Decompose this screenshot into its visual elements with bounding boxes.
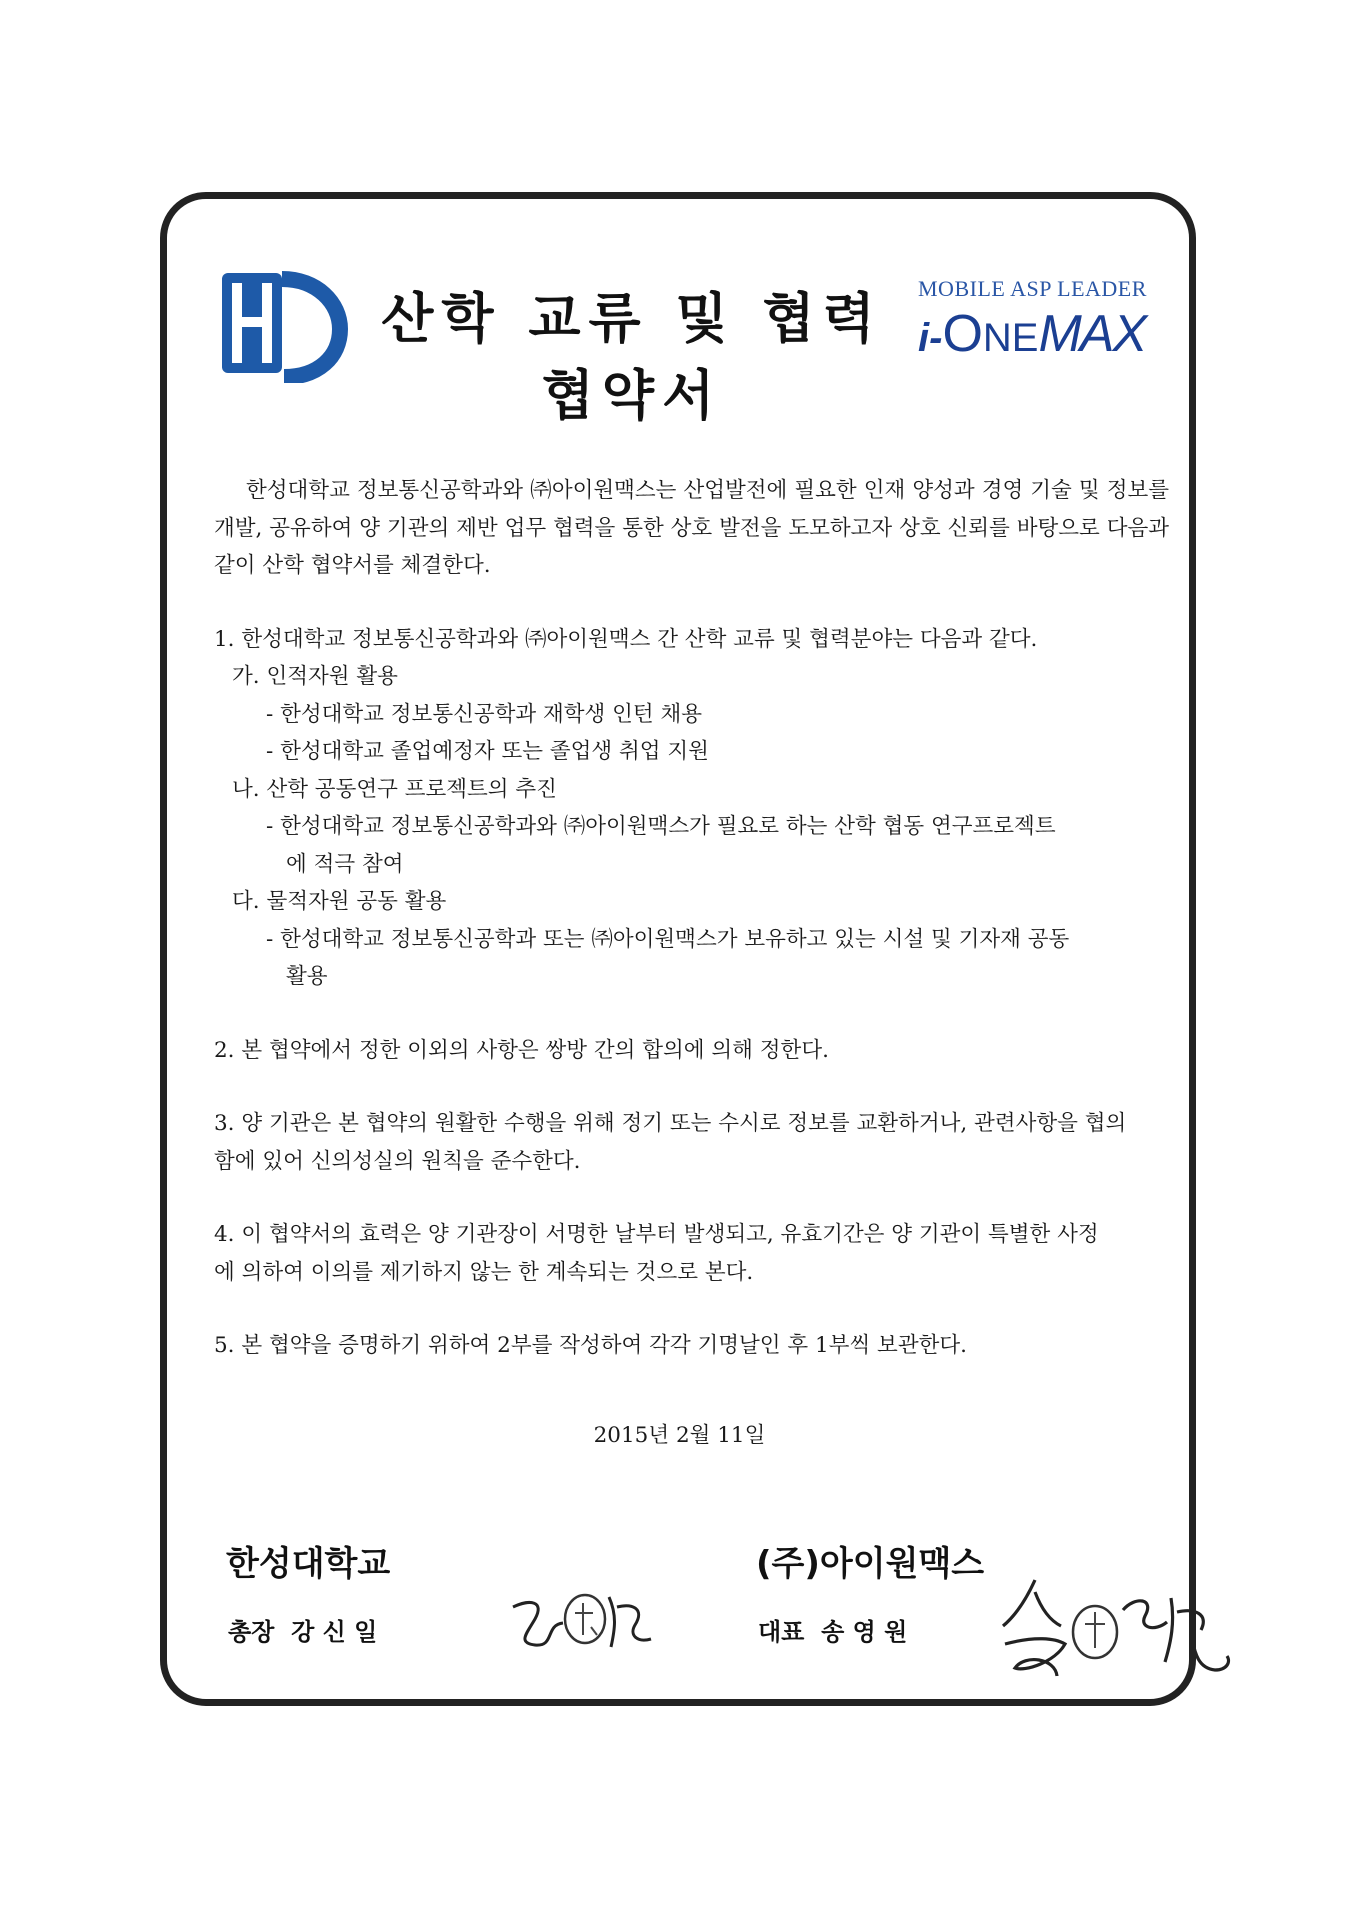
article-1-da-label: 다. 물적자원 공동 활용	[232, 889, 447, 914]
article-5: 5. 본 협약을 증명하기 위하여 2부를 작성하여 각각 기명날인 후 1부씩 보관한다.	[214, 1333, 967, 1358]
party-left-signer: 총장 강 신 일	[228, 1618, 378, 1646]
article-4-line-2: 에 의하여 이의를 제기하지 않는 한 계속되는 것으로 본다.	[214, 1259, 754, 1285]
party-left-signature	[505, 1585, 655, 1660]
article-3-line-1: 3. 양 기관은 본 협약의 원활한 수행을 위해 정기 또는 수시로 정보를 교환하거나, 관련사항을 협의	[214, 1111, 1127, 1136]
article-1-ga-item-2: - 한성대학교 졸업예정자 또는 졸업생 취업 지원	[266, 739, 709, 764]
article-3-line-2: 함에 있어 신의성실의 원칙을 준수한다.	[214, 1148, 581, 1174]
party-right-signer: 대표 송 영 원	[758, 1618, 908, 1646]
logo-brand: i-ONEMAX	[918, 305, 1146, 363]
agreement-date: 2015년 2월 11일	[593, 1423, 766, 1448]
document-title: 산학 교류 및 협력 협약서	[381, 287, 883, 427]
article-1-ga-item-1: - 한성대학교 정보통신공학과 재학생 인턴 채용	[266, 701, 703, 727]
article-1-heading: 1. 한성대학교 정보통신공학과와 ㈜아이원맥스 간 산학 교류 및 협력분야는 다음과 같다.	[214, 626, 1038, 652]
ionemax-logo	[918, 276, 1158, 376]
article-1-na-item-1-cont: 에 적극 참여	[286, 851, 404, 877]
party-left-org: 한성대학교	[226, 1544, 391, 1584]
article-1-na-item-1: - 한성대학교 정보통신공학과와 ㈜아이원맥스가 필요로 하는 산학 협동 연구프로젝트	[266, 814, 1056, 839]
intro-paragraph: 한성대학교 정보통신공학과와 ㈜아이원맥스는 산업발전에 필요한 인재 양성과 경영 기술 및 정보를 개발, 공유하여 양 기관의 제반 업무 협력을 통한 상호 발전을 도모하고자 상호 신뢰를 바탕으로 다음과 같이 산학 협약서를 체결한다.	[214, 478, 1169, 578]
article-2: 2. 본 협약에서 정한 이외의 사항은 쌍방 간의 합의에 의해 정한다.	[214, 1037, 829, 1063]
article-1-ga-label: 가. 인적자원 활용	[232, 664, 398, 689]
article-1-da-item-1-cont: 활용	[286, 964, 328, 989]
article-4-line-1: 4. 이 협약서의 효력은 양 기관장이 서명한 날부터 발생되고, 유효기간은 양 기관이 특별한 사정	[214, 1222, 1099, 1247]
party-right-signature	[995, 1572, 1235, 1687]
party-right-org: (주)아이원맥스	[756, 1544, 985, 1584]
logo-tagline: MOBILE ASP LEADER	[918, 276, 1147, 301]
article-1-na-label: 나. 산학 공동연구 프로젝트의 추진	[232, 776, 557, 802]
hansung-university-logo	[222, 265, 352, 383]
agreement-body	[214, 472, 1169, 1365]
article-1-da-item-1: - 한성대학교 정보통신공학과 또는 ㈜아이원맥스가 보유하고 있는 시설 및 기자재 공동	[266, 926, 1070, 952]
